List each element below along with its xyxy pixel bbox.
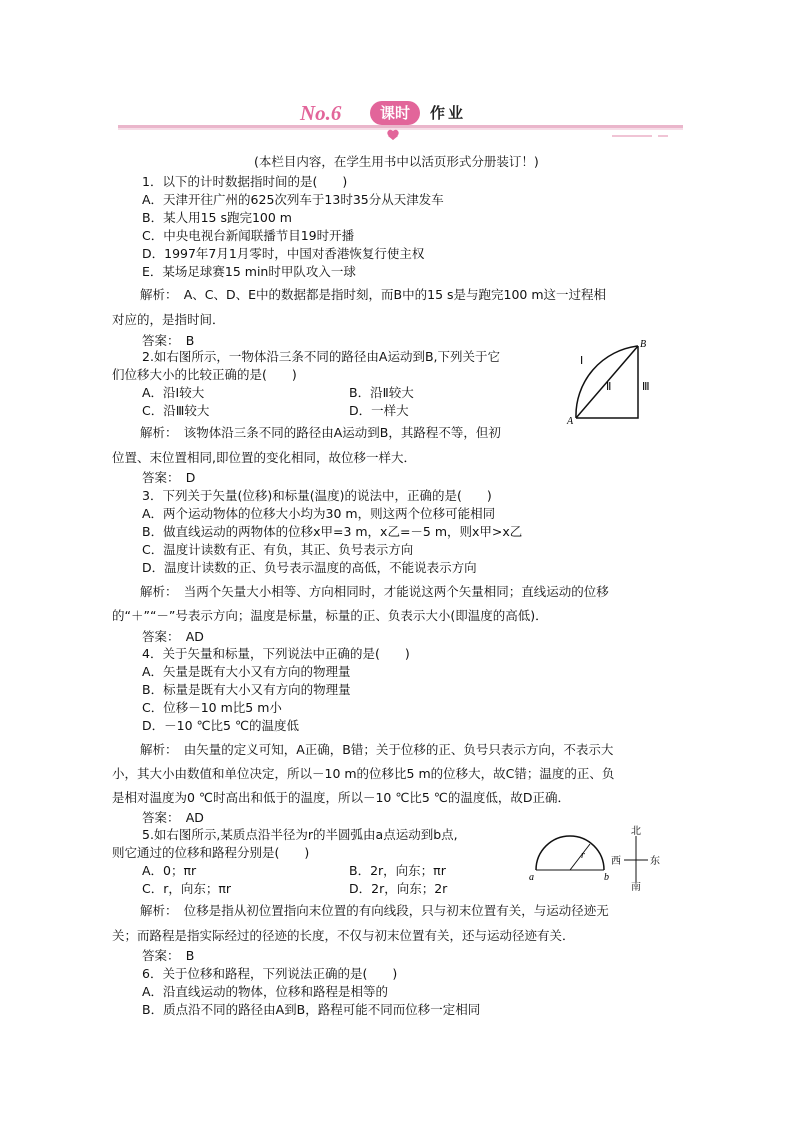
q5-analysis-line2: 关；而路程是指实际经过的径迹的长度，不仅与初末位置有关，还与运动径迹有关． xyxy=(112,928,575,943)
q4-option-d: D．－10 ℃比5 ℃的温度低 xyxy=(142,718,300,733)
label-a: a xyxy=(529,872,534,882)
q1-analysis-line2: 对应的，是指时间． xyxy=(112,312,225,327)
compass-east: 东 xyxy=(650,856,660,867)
radius-line xyxy=(570,844,590,870)
q5-option-d: D．2r，向东；2r xyxy=(349,881,448,896)
label-b: b xyxy=(604,872,609,882)
compass-west: 西 xyxy=(611,856,621,867)
q3-option-a: A．两个运动物体的位移大小均为30 m，则这两个位移可能相同 xyxy=(142,506,496,521)
q1-option-e: E．某场足球赛15 min时甲队攻入一球 xyxy=(142,264,356,279)
q5-stem-line1: 5.如右图所示,某质点沿半径为r的半圆弧由a点运动到b点, xyxy=(142,827,458,842)
q4-analysis-line2: 小，其大小由数值和单位决定，所以－10 m的位移比5 m的位移大，故C错；温度的正、负 xyxy=(112,766,615,781)
q4-option-a: A．矢量是既有大小又有方向的物理量 xyxy=(142,664,351,679)
q4-analysis-line1: 解析： 由矢量的定义可知，A正确，B错；关于位移的正、负号只表示方向，不表示大 xyxy=(140,742,614,757)
q3-option-b: B．做直线运动的两物体的位移x甲=3 m，x乙=－5 m，则x甲>x乙 xyxy=(142,524,523,539)
q2-option-a: A．沿Ⅰ较大 xyxy=(142,385,205,400)
q5-option-b: B．2r，向东；πr xyxy=(349,863,446,878)
q2-option-c: C．沿Ⅲ较大 xyxy=(142,403,210,418)
q1-option-d: D．1997年7月1月零时，中国对香港恢复行使主权 xyxy=(142,246,425,261)
compass-south: 南 xyxy=(631,882,641,893)
q5-stem-line2: 则它通过的位移和路程分别是( ) xyxy=(112,845,310,860)
q2-stem-line1: 2.如右图所示，一物体沿三条不同的路径由A运动到B,下列关于它 xyxy=(142,349,501,364)
label-path-1: Ⅰ xyxy=(580,355,584,367)
q3-option-c: C．温度计读数有正、有负，其正、负号表示方向 xyxy=(142,542,414,557)
q5-option-c: C．r，向东；πr xyxy=(142,881,232,896)
q4-option-c: C．位移－10 m比5 m小 xyxy=(142,700,282,715)
q3-analysis-line2: 的“＋”“－”号表示方向；温度是标量，标量的正、负表示大小(即温度的高低)． xyxy=(112,608,548,623)
q2-analysis-line1: 解析： 该物体沿三条不同的路径由A运动到B，其路程不等，但初 xyxy=(140,425,501,440)
label-path-3: Ⅲ xyxy=(642,381,650,393)
q3-answer: 答案： AD xyxy=(142,629,204,644)
label-path-2: Ⅱ xyxy=(606,381,612,393)
q4-analysis-line3: 是相对温度为0 ℃时高出和低于的温度，所以－10 ℃比5 ℃的温度低，故D正确． xyxy=(112,790,570,805)
q1-option-c: C．中央电视台新闻联播节目19时开播 xyxy=(142,228,355,243)
q2-option-d: D．一样大 xyxy=(349,403,409,418)
q2-path-figure xyxy=(566,338,658,426)
label-r: r xyxy=(581,850,585,861)
q1-answer: 答案： B xyxy=(142,333,195,348)
q2-option-b: B．沿Ⅱ较大 xyxy=(349,385,414,400)
q3-option-d: D．温度计读数的正、负号表示温度的高低，不能说表示方向 xyxy=(142,560,477,575)
q2-stem-line2: 们位移大小的比较正确的是( ) xyxy=(112,367,297,382)
binding-note: (本栏目内容，在学生用书中以活页形式分册装订！) xyxy=(254,154,539,169)
q1-stem: 1．以下的计时数据指时间的是( ) xyxy=(142,174,348,189)
q1-option-b: B．某人用15 s跑完100 m xyxy=(142,210,292,225)
lesson-badge: 课时 xyxy=(370,101,420,125)
q5-answer: 答案： B xyxy=(142,948,195,963)
q1-option-a: A．天津开往广州的625次列车于13时35分从天津发车 xyxy=(142,192,444,207)
q3-stem: 3．下列关于矢量(位移)和标量(温度)的说法中，正确的是( ) xyxy=(142,488,492,503)
header-title: 作业 xyxy=(430,104,467,122)
label-point-a: A xyxy=(567,416,574,426)
q6-stem: 6．关于位移和路程，下列说法正确的是( ) xyxy=(142,966,398,981)
q4-stem: 4．关于矢量和标量，下列说法中正确的是( ) xyxy=(142,646,410,661)
q2-answer: 答案： D xyxy=(142,470,196,485)
q4-answer: 答案： AD xyxy=(142,810,204,825)
compass-north: 北 xyxy=(631,826,641,837)
q5-option-a: A．0；πr xyxy=(142,863,197,878)
q1-analysis-line1: 解析： A、C、D、E中的数据都是指时刻，而B中的15 s是与跑完100 m这一过程相 xyxy=(140,287,607,302)
q2-analysis-line2: 位置、末位置相同,即位置的变化相同，故位移一样大． xyxy=(112,450,416,465)
lesson-number: No.6 xyxy=(300,101,342,125)
q3-analysis-line1: 解析： 当两个矢量大小相等、方向相同时，才能说这两个矢量相同；直线运动的位移 xyxy=(140,584,609,599)
q5-analysis-line1: 解析： 位移是指从初位置指向末位置的有向线段，只与初末位置有关，与运动径迹无 xyxy=(140,903,609,918)
label-point-b: B xyxy=(640,339,647,350)
q4-option-b: B．标量是既有大小又有方向的物理量 xyxy=(142,682,351,697)
q6-option-b: B．质点沿不同的路径由A到B，路程可能不同而位移一定相同 xyxy=(142,1002,481,1017)
semicircle-arc xyxy=(536,836,604,870)
page-header xyxy=(0,0,794,145)
q6-option-a: A．沿直线运动的物体，位移和路程是相等的 xyxy=(142,984,389,999)
q5-semicircle-figure xyxy=(526,822,676,882)
